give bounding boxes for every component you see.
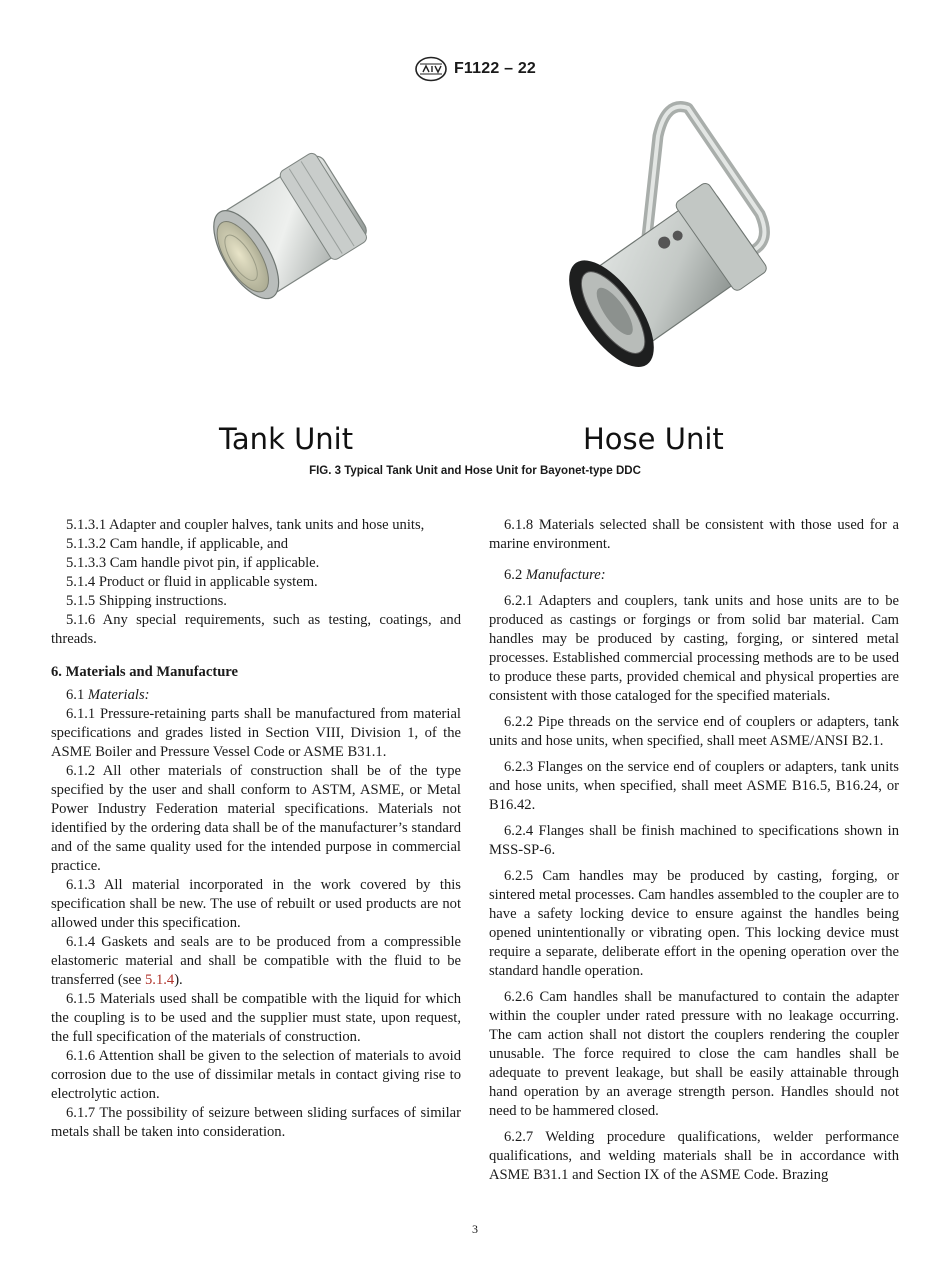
page-header bbox=[0, 56, 950, 82]
tank-unit-image bbox=[192, 140, 382, 330]
cross-reference-link[interactable]: 5.1.4 bbox=[145, 972, 175, 988]
paragraph-6-2-3: 6.2.3 Flanges on the service end of couplers or adapters, tank units and hose units, when specified, shall meet ASME B16.5, B16.24, or B16.42. bbox=[489, 759, 899, 813]
paragraph-6-1-8: 6.1.8 Materials selected shall be consistent with those used for a marine environment. bbox=[489, 517, 899, 552]
astm-logo-icon bbox=[414, 56, 448, 82]
subsection-number: 6.2 bbox=[504, 567, 526, 583]
paragraph-6-1-4 bbox=[51, 933, 461, 990]
paragraph-6-2-4: 6.2.4 Flanges shall be finish machined to specifications shown in MSS-SP-6. bbox=[489, 823, 899, 858]
left-column bbox=[51, 516, 461, 1142]
paragraph-6-1-7: 6.1.7 The possibility of seizure between sliding surfaces of similar metals shall be taken into consideration. bbox=[51, 1105, 461, 1140]
paragraph-5-1-3-3: 5.1.3.3 Cam handle pivot pin, if applicable. bbox=[66, 555, 320, 571]
paragraph-5-1-5: 5.1.5 Shipping instructions. bbox=[66, 593, 227, 609]
paragraph-6-1-5: 6.1.5 Materials used shall be compatible with the liquid for which the coupling is to be used and the supplier must state, upon request, the full specification of the materials of construction. bbox=[51, 991, 461, 1045]
tank-unit-label: Tank Unit bbox=[219, 422, 354, 456]
paragraph-6-2-1: 6.2.1 Adapters and couplers, tank units and hose units are to be produced as castings or forgings or from solid bar material. Cam handles may be produced by casting, forging, or sintered metal processes. Established commercial processing methods are to be used to produce these parts, provided chemical and physical properties are consistent with those cataloged for the specified materials. bbox=[489, 593, 899, 704]
paragraph-text: ). bbox=[174, 972, 183, 988]
subsection-title: Materials: bbox=[87, 687, 150, 703]
subsection-6-2 bbox=[489, 566, 899, 585]
figure-caption: FIG. 3 Typical Tank Unit and Hose Unit for Bayonet-type DDC bbox=[309, 465, 641, 477]
right-column bbox=[489, 516, 899, 1185]
paragraph-6-1-2: 6.1.2 All other materials of construction shall be of the type specified by the user and shall conform to ASTM, ASME, or Metal Power Industry Federation material specifications. Materials not identified by the ordering data shall be of the manufacturer’s standard and of the same quality used for the intended purpose in commercial practice. bbox=[51, 763, 461, 874]
paragraph-6-2-2: 6.2.2 Pipe threads on the service end of couplers or adapters, tank units and hose units, when specified, shall meet ASME/ANSI B2.1. bbox=[489, 714, 899, 749]
paragraph-6-2-5: 6.2.5 Cam handles may be produced by casting, forging, or sintered metal processes. Cam handles assembled to the coupler are to have a safety locking device to ensure against the handles being opened unintentionally or vibrating open. This locking device must require a separate, deliberate effort in the opening operation over the standard handle operation. bbox=[489, 868, 899, 979]
paragraph-text: 6.1.4 Gaskets and seals are to be produced from a compressible elastomeric material and shall be compatible with the fluid to be transferred (see bbox=[51, 934, 461, 988]
hose-unit-image bbox=[538, 96, 778, 396]
paragraph-5-1-4: 5.1.4 Product or fluid in applicable system. bbox=[66, 574, 318, 590]
subsection-number: 6.1 bbox=[66, 687, 88, 703]
hose-unit-label: Hose Unit bbox=[583, 422, 724, 456]
figure-3 bbox=[0, 92, 950, 492]
paragraph-6-2-7: 6.2.7 Welding procedure qualifications, welder performance qualifications, and welding materials shall be in accordance with ASME B31.1 and Section IX of the ASME Code. Brazing bbox=[489, 1129, 899, 1183]
paragraph-6-2-6: 6.2.6 Cam handles shall be manufactured to contain the adapter within the coupler under rated pressure with no leakage occurring. The cam action shall not distort the couplers rendering the coupler unusable. The force required to close the cam handles shall be adequate to prevent leakage, but shall be easily attainable through hand operation by an average strength person. Handles should not need to be hammered closed. bbox=[489, 989, 899, 1119]
paragraph-5-1-3-1: 5.1.3.1 Adapter and coupler halves, tank units and hose units, bbox=[66, 517, 425, 533]
section-heading-6: 6. Materials and Manufacture bbox=[51, 664, 238, 680]
subsection-title: Manufacture: bbox=[525, 567, 606, 583]
paragraph-5-1-3-2: 5.1.3.2 Cam handle, if applicable, and bbox=[66, 536, 289, 552]
subsection-6-1 bbox=[51, 686, 461, 705]
paragraph-6-1-1: 6.1.1 Pressure-retaining parts shall be manufactured from material specifications and grades listed in Section VIII, Division 1, of the ASME Boiler and Pressure Vessel Code or ASME B31.1. bbox=[51, 706, 461, 760]
paragraph-6-1-6: 6.1.6 Attention shall be given to the selection of materials to avoid corrosion due to the use of dissimilar metals in contact giving rise to electrolytic action. bbox=[51, 1048, 461, 1102]
page-number: 3 bbox=[472, 1222, 478, 1236]
paragraph-5-1-6: 5.1.6 Any special requirements, such as testing, coatings, and threads. bbox=[51, 612, 461, 647]
document-id: F1122 – 22 bbox=[453, 60, 537, 77]
paragraph-6-1-3: 6.1.3 All material incorporated in the work covered by this specification shall be new. The use of rebuilt or used products are not allowed under this specification. bbox=[51, 877, 461, 931]
